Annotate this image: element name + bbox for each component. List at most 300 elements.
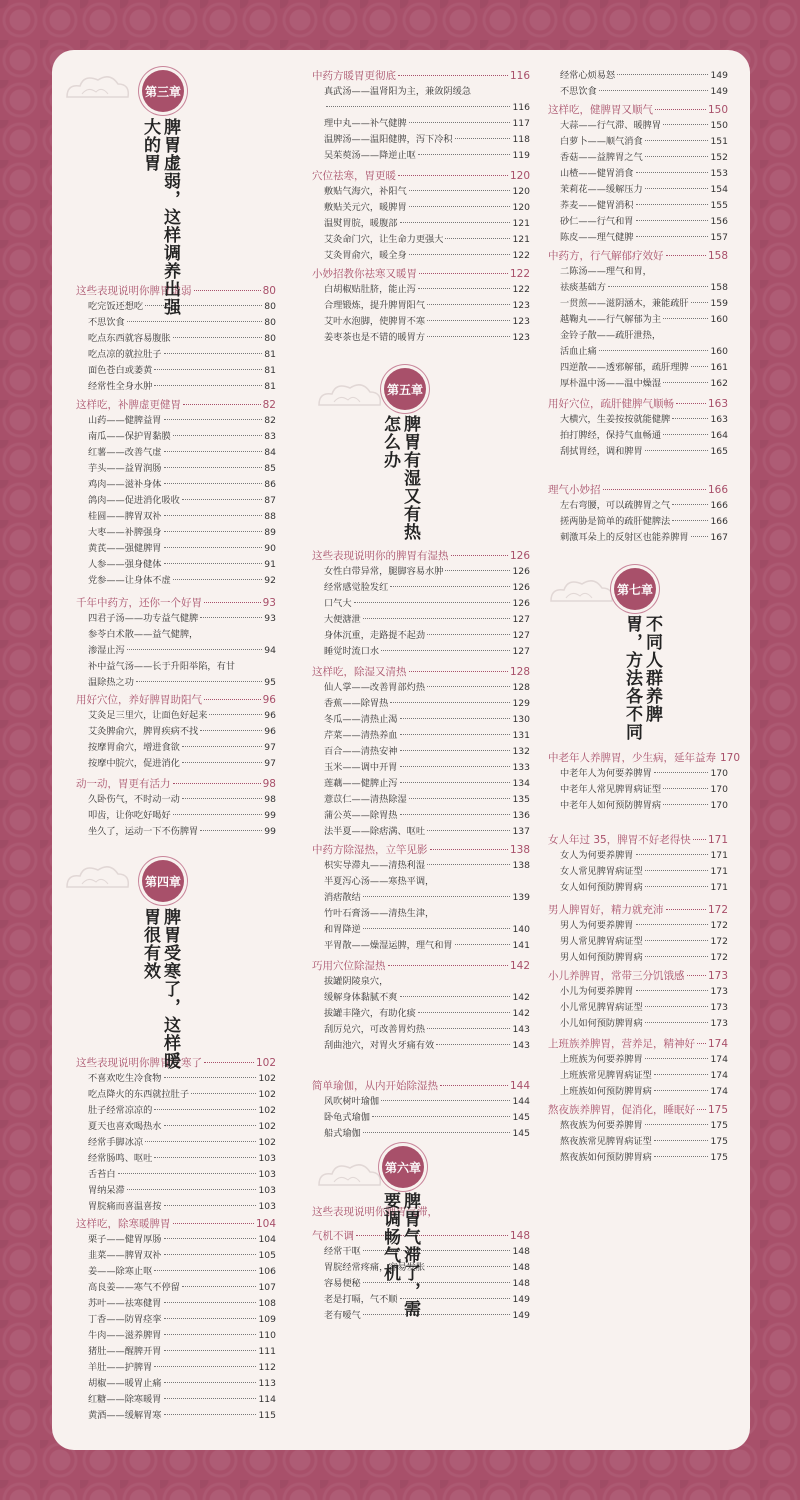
toc-entry[interactable] [312,906,530,922]
toc-entry[interactable] [312,1110,530,1126]
dot-leader [182,746,262,747]
section-title: 这些表现说明你脾胃气滞， [312,1206,438,1218]
entry-page: 126 [512,598,530,609]
toc-entry[interactable] [76,708,276,724]
section-heading[interactable] [548,902,728,918]
toc-entry[interactable] [312,792,530,808]
toc-entry[interactable] [76,1376,276,1392]
toc-entry[interactable] [548,182,728,198]
toc-entry[interactable] [548,1150,728,1166]
toc-entry[interactable] [76,1183,276,1199]
toc-entry[interactable] [76,477,276,493]
toc-entry[interactable] [312,890,530,906]
entry-title: 老是打嗝，气不顺 [324,1294,398,1305]
toc-entry[interactable] [76,675,276,691]
toc-entry[interactable] [76,1167,276,1183]
section-title: 上班族养脾胃，营养足，精神好 [548,1038,695,1050]
toc-entry[interactable] [76,363,276,379]
section-heading[interactable] [76,776,276,792]
entry-title: 小儿为何要养脾胃 [560,986,634,997]
entry-title: 玉米——调中开胃 [324,762,398,773]
toc-entry[interactable] [312,116,530,132]
entry-page: 139 [512,892,530,903]
toc-entry[interactable] [312,874,530,890]
toc-entry[interactable] [312,298,530,314]
toc-entry[interactable] [548,264,728,280]
entry-page: 87 [264,495,276,506]
toc-entry[interactable] [312,1260,530,1276]
entry-page: 123 [512,316,530,327]
dot-leader [164,1350,257,1351]
toc-entry[interactable] [76,413,276,429]
toc-entry[interactable] [312,644,530,660]
entry-page: 99 [264,826,276,837]
toc-entry[interactable] [548,344,728,360]
section-title: 这些表现说明你脾胃受寒了 [76,1057,202,1069]
toc-entry[interactable] [312,200,530,216]
toc-entry[interactable] [312,248,530,264]
entry-page: 99 [264,810,276,821]
toc-entry[interactable] [312,744,530,760]
toc-section [76,397,276,589]
dot-leader [409,798,511,799]
section-heading[interactable] [548,102,728,118]
toc-entry[interactable] [76,1199,276,1215]
section-heading[interactable] [312,958,530,974]
entry-page: 120 [512,202,530,213]
section-heading[interactable] [76,692,276,708]
toc-entry[interactable] [76,525,276,541]
toc-entry[interactable] [76,808,276,824]
toc-entry[interactable] [548,498,728,514]
toc-entry[interactable] [548,864,728,880]
section-page: 175 [707,1104,728,1116]
toc-entry[interactable] [548,798,728,814]
toc-entry[interactable] [312,824,530,840]
entry-page: 126 [512,566,530,577]
section-title: 气机不调 [312,1230,354,1242]
toc-entry[interactable] [312,628,530,644]
toc-entry[interactable] [548,1000,728,1016]
dot-leader [381,1100,510,1101]
entry-title: 姜——除寒止呕 [88,1266,153,1277]
dot-leader [182,798,262,799]
toc-entry[interactable] [312,1244,530,1260]
toc-entry[interactable] [548,444,728,460]
entry-title: 按摩中脘穴，促进消化 [88,758,180,769]
toc-entry[interactable] [548,328,728,344]
dot-leader [173,1223,254,1224]
entry-page: 150 [710,120,728,131]
toc-entry[interactable] [76,1280,276,1296]
section-heading[interactable] [312,168,530,184]
entry-title: 陈皮——理气健脾 [560,232,634,243]
entry-title: 越鞠丸——行气解郁为主 [560,314,662,325]
toc-entry[interactable] [312,1126,530,1142]
dot-leader [409,206,511,207]
entry-page: 167 [710,532,728,543]
dot-leader [390,702,510,703]
section-heading[interactable] [312,1228,530,1244]
toc-section [548,750,741,814]
entry-title: 刮拭胃经，调和脾胃 [560,446,643,457]
toc-entry[interactable] [548,766,728,782]
toc-entry[interactable] [76,611,276,627]
section-heading[interactable] [548,1036,728,1052]
toc-entry[interactable] [312,938,530,954]
section-heading[interactable] [548,248,728,264]
toc-entry[interactable] [548,84,728,100]
toc-entry[interactable] [312,1038,530,1054]
entry-title: 法半夏——除痞满、呕吐 [324,826,426,837]
toc-entry[interactable] [76,541,276,557]
toc-entry[interactable] [76,659,276,675]
section-heading[interactable] [312,1204,530,1220]
section-heading[interactable] [312,1078,530,1094]
section-heading[interactable] [548,1102,728,1118]
entry-title: 红薯——改善气虚 [88,447,162,458]
dot-leader [400,718,511,719]
toc-entry[interactable] [312,84,530,100]
dot-leader [164,1238,257,1239]
toc-entry[interactable] [312,330,530,346]
toc-entry[interactable] [548,198,728,214]
toc-entry[interactable] [548,280,728,296]
entry-page: 140 [512,924,530,935]
toc-entry[interactable] [312,760,530,776]
toc-entry[interactable] [548,296,728,312]
entry-title: 合理锻炼，提升脾胃阳气 [324,300,426,311]
section-heading[interactable] [312,548,530,564]
entry-title: 真武汤——温肾阳为主，兼敛阴缓急 [324,86,471,97]
toc-section [76,595,276,691]
section-heading[interactable] [548,396,728,412]
toc-entry[interactable] [76,573,276,589]
entry-title: 温除热之功 [88,677,134,688]
entry-page: 151 [710,136,728,147]
toc-entry[interactable] [548,880,728,896]
entry-title: 左右弯腰，可以疏脾胃之气 [560,500,671,511]
entry-page: 119 [512,150,530,161]
dot-leader [194,290,261,291]
dot-leader [164,547,263,548]
toc-entry[interactable] [76,1151,276,1167]
toc-entry[interactable] [312,1022,530,1038]
entry-title: 和胃降逆 [324,924,361,935]
toc-entry[interactable] [312,696,530,712]
toc-entry[interactable] [76,509,276,525]
entry-page: 173 [710,1002,728,1013]
toc-entry[interactable] [548,848,728,864]
toc-entry[interactable] [76,724,276,740]
toc-entry[interactable] [76,1296,276,1312]
toc-entry[interactable] [312,184,530,200]
dot-leader [663,434,708,435]
entry-title: 吃点凉的就拉肚子 [88,349,162,360]
entry-page: 92 [264,575,276,586]
section-heading[interactable] [312,266,530,282]
toc-entry[interactable] [548,150,728,166]
section-page: 158 [707,250,728,262]
toc-entry[interactable] [76,1135,276,1151]
toc-entry[interactable] [548,1068,728,1084]
toc-entry[interactable] [76,792,276,808]
toc-entry[interactable] [76,1248,276,1264]
toc-card [52,50,750,1450]
entry-title: 猪肚——醒脾开胃 [88,1346,162,1357]
toc-entry[interactable] [76,1232,276,1248]
toc-entry[interactable] [548,950,728,966]
dot-leader [691,366,709,367]
toc-entry[interactable] [548,1016,728,1032]
dot-leader [154,1157,256,1158]
toc-entry[interactable] [548,1134,728,1150]
entry-title: 温熨胃脘，暖腹部 [324,218,398,229]
dot-leader [603,489,706,490]
dot-leader [418,288,511,289]
toc-entry[interactable] [76,429,276,445]
toc-entry[interactable] [76,557,276,573]
toc-entry[interactable] [76,1392,276,1408]
entry-title: 经常性全身水肿 [88,381,153,392]
toc-entry[interactable] [548,428,728,444]
toc-section [548,396,728,460]
toc-entry[interactable] [548,118,728,134]
toc-entry[interactable] [76,1103,276,1119]
entry-page: 114 [258,1394,276,1405]
entry-title: 韭菜——脾胃双补 [88,1250,162,1261]
toc-entry[interactable] [312,282,530,298]
dot-leader [372,1116,511,1117]
toc-entry[interactable] [548,166,728,182]
entry-title: 高良姜——寒气不停留 [88,1282,180,1293]
toc-entry[interactable] [76,379,276,395]
toc-entry[interactable] [76,756,276,772]
entry-page: 82 [264,415,276,426]
toc-entry[interactable] [312,858,530,874]
section-heading[interactable] [548,968,728,984]
toc-entry[interactable] [312,314,530,330]
toc-entry[interactable] [312,974,530,990]
entry-title: 经常肠鸣、呕吐 [88,1153,153,1164]
section-heading[interactable] [312,842,530,858]
section-page: 80 [262,285,276,297]
dot-leader [164,1318,257,1319]
section-title: 这样吃，除湿又清热 [312,666,407,678]
entry-title: 小儿如何预防脾胃病 [560,1018,643,1029]
entry-title: 吴茱萸汤——降逆止呕 [324,150,416,161]
entry-page: 121 [512,218,530,229]
toc-entry[interactable] [312,1094,530,1110]
dot-leader [363,928,511,929]
entry-page: 93 [264,613,276,624]
dot-leader [326,106,510,107]
toc-entry[interactable] [76,824,276,840]
toc-entry[interactable] [548,984,728,1000]
dot-leader [154,385,262,386]
dot-leader [645,156,709,157]
toc-entry[interactable] [76,1264,276,1280]
toc-entry[interactable] [76,445,276,461]
dot-leader [427,686,510,687]
entry-page: 152 [710,152,728,163]
toc-entry[interactable] [312,100,530,116]
toc-entry[interactable] [548,376,728,392]
entry-title: 女人常见脾胃病证型 [560,866,643,877]
entry-page: 97 [264,758,276,769]
toc-entry[interactable] [312,680,530,696]
toc-entry[interactable] [76,1408,276,1424]
entry-title: 黄酒——缓解胃寒 [88,1410,162,1421]
toc-entry[interactable] [76,347,276,363]
toc-entry[interactable] [312,596,530,612]
toc-entry[interactable] [76,493,276,509]
toc-entry[interactable] [76,461,276,477]
entry-title: 女人为何要养脾胃 [560,850,634,861]
section-heading[interactable] [76,595,276,611]
entry-title: 渗湿止泻 [88,645,125,656]
toc-entry[interactable] [312,216,530,232]
toc-entry[interactable] [548,530,728,546]
section-heading[interactable] [548,832,728,848]
toc-entry[interactable] [76,1087,276,1103]
entry-title: 不喜欢吃生冷食物 [88,1073,162,1084]
dot-leader [654,1140,709,1141]
dot-leader [636,220,709,221]
entry-title: 搓两胁是简单的疏肝健脾法 [560,516,671,527]
toc-entry[interactable] [312,232,530,248]
entry-title: 莲藕——健脾止泻 [324,778,398,789]
toc-entry[interactable] [548,934,728,950]
toc-entry[interactable] [548,1084,728,1100]
entry-page: 102 [258,1137,276,1148]
toc-entry[interactable] [548,230,728,246]
entry-page: 170 [710,800,728,811]
entry-title: 山楂——健胃消食 [560,168,634,179]
entry-title: 老有嗳气 [324,1310,361,1321]
dot-leader [636,924,709,925]
toc-entry[interactable] [312,990,530,1006]
entry-title: 拔罐丰隆穴，有助化痰 [324,1008,416,1019]
section-title: 熬夜族养脾胃，促消化，睡眠好 [548,1104,695,1116]
toc-entry[interactable] [76,331,276,347]
dot-leader [617,74,708,75]
toc-entry[interactable] [76,1344,276,1360]
dot-leader [400,996,511,997]
dot-leader [645,886,709,887]
toc-entry[interactable] [548,360,728,376]
dot-leader [136,681,262,682]
toc-entry[interactable] [312,728,530,744]
dot-leader [645,450,709,451]
section-heading[interactable] [312,68,530,84]
entry-title: 中老年人如何预防脾胃病 [560,800,662,811]
toc-entry[interactable] [312,712,530,728]
toc-entry[interactable] [548,412,728,428]
toc-entry[interactable] [76,1328,276,1344]
entry-page: 174 [710,1054,728,1065]
section-heading[interactable] [548,482,728,498]
entry-title: 红糖——除寒暖胃 [88,1394,162,1405]
toc-section [312,266,530,346]
toc-entry[interactable] [548,514,728,530]
toc-entry[interactable] [76,1312,276,1328]
toc-entry[interactable] [312,1276,530,1292]
toc-entry[interactable] [548,68,728,84]
entry-page: 80 [264,317,276,328]
entry-page: 153 [710,168,728,179]
dot-leader [645,1058,709,1059]
toc-entry[interactable] [312,612,530,628]
toc-entry[interactable] [76,627,276,643]
section-title: 中药方，行气解郁疗效好 [548,250,664,262]
entry-page: 166 [710,516,728,527]
dot-leader [666,255,706,256]
toc-entry[interactable] [312,132,530,148]
entry-page: 81 [264,381,276,392]
dot-leader [164,353,263,354]
entry-page: 111 [258,1346,276,1357]
entry-title: 香蕉——除胃热 [324,698,389,709]
entry-page: 106 [258,1266,276,1277]
toc-entry[interactable] [312,564,530,580]
dot-leader [164,1205,257,1206]
toc-entry[interactable] [548,782,728,798]
toc-entry[interactable] [76,740,276,756]
dot-leader [400,222,511,223]
toc-entry[interactable] [312,148,530,164]
dot-leader [182,762,262,763]
dot-leader [154,1109,256,1110]
toc-entry[interactable] [312,1006,530,1022]
entry-page: 156 [710,216,728,227]
dot-leader [164,531,263,532]
toc-entry[interactable] [548,312,728,328]
toc-entry[interactable] [548,1118,728,1134]
toc-entry[interactable] [548,214,728,230]
toc-entry[interactable] [548,134,728,150]
dot-leader [672,520,708,521]
entry-title: 女人如何预防脾胃病 [560,882,643,893]
entry-title: 刮曲池穴，对胃火牙痛有效 [324,1040,435,1051]
toc-entry[interactable] [548,918,728,934]
toc-entry[interactable] [312,808,530,824]
toc-entry[interactable] [548,1052,728,1068]
toc-entry[interactable] [76,643,276,659]
dot-leader [127,321,263,322]
section-heading[interactable] [76,1216,276,1232]
section-title: 这些表现说明你的脾胃有湿热 [312,550,449,562]
toc-entry[interactable] [76,1360,276,1376]
section-page: 82 [262,399,276,411]
entry-page: 133 [512,762,530,773]
entry-page: 122 [512,250,530,261]
toc-entry[interactable] [76,1119,276,1135]
dot-leader [400,766,511,767]
chapter-7-badge: 第七章 [614,568,656,610]
toc-entry[interactable] [312,776,530,792]
section-heading[interactable] [76,397,276,413]
toc-section [76,692,276,772]
toc-entry[interactable] [312,1292,530,1308]
chapter-7-title: 不同人群养脾胃，方法各不同 [622,615,662,741]
dot-leader [164,563,263,564]
dot-leader [400,814,511,815]
toc-entry[interactable] [312,922,530,938]
section-heading[interactable] [312,664,530,680]
toc-entry[interactable] [312,1308,530,1324]
toc-entry[interactable] [312,580,530,596]
